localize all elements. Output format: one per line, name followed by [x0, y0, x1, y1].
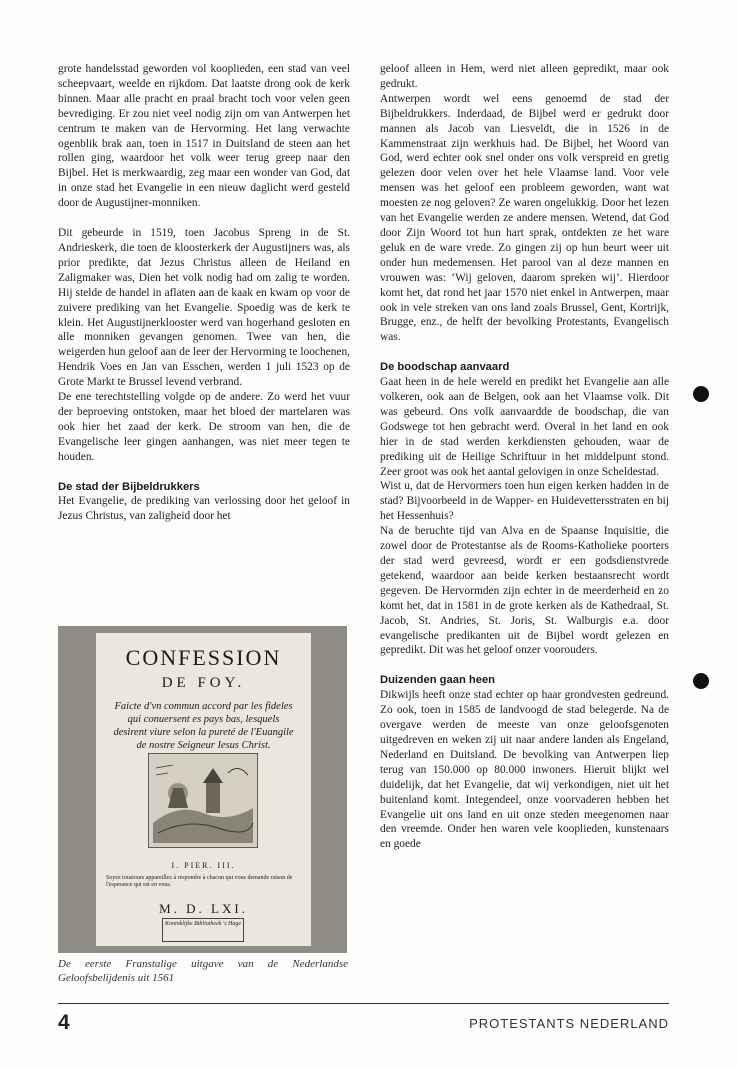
- woodcut-illustration: [148, 753, 258, 848]
- section-heading: De boodschap aanvaard: [380, 361, 510, 374]
- section-heading: Duizenden gaan heen: [380, 674, 495, 687]
- binder-hole: [693, 386, 709, 402]
- body-paragraph: grote handelsstad geworden vol kooplieden, een stad van veel scheepvaart, weelde en rijkdom. Dat laatste drong ook de kerk binnen. Maar alle pracht en praal bracht toch voor velen geen bevrediging. Er zou niet veel nodig zijn om van Antwerpen het centrum te maken van de Hervorming. Het lang verwachte ogenblik brak aan, toen in 1517 in Duitsland de steen aan het rollen ging, waardoor het volk weer terug greep naar den Bijbel. Het is merkwaardig, zeg maar een wonder van God, dat in onze stad het Evangelie in een nieuw daglicht werd gesteld door de Augustijner-monniken.: [58, 63, 350, 210]
- figure-subtitle: DE FOY.: [161, 675, 246, 691]
- body-paragraph: Dikwijls heeft onze stad echter op haar grondvesten gedreund. Zo ook, toen in 1585 de landvoogd de stad belegerde. Na de overgave werden de meeste van onze geloofsgenoten uitgedreven en weken zij uit naar andere landen als Engeland, Nederland en Duitsland. De bevolking van Antwerpen liep terug van 150.000 op 80.000 inwoners. Hieruit blijkt wel duidelijk, dat het Evangelie, dat wij verkondigen, niet uit het buitenland komt. Integendeel, onze voorvaderen hebben het Evangelie uit ons land en uit onze steden meegenomen naar den vreemde. Onder hen waren vele kooplieden, kunstenaars en goede: [380, 689, 669, 851]
- footer-rule: [58, 1003, 669, 1004]
- publication-title: PROTESTANTS NEDERLAND: [469, 1016, 669, 1031]
- library-stamp: Koninklijke Bibliotheek 's Hage: [162, 918, 244, 942]
- section-heading: De stad der Bijbeldrukkers: [58, 480, 200, 493]
- figure-title: CONFESSION: [125, 645, 282, 670]
- binder-hole: [693, 673, 709, 689]
- body-paragraph: Antwerpen wordt wel eens genoemd de stad der Bijbeldrukkers. Inderdaad, de Bijbel werd er gedrukt door mannen als Jacob van Liesveldt, die in 1526 in de Kammenstraat zijn werkhuis had. De Bijbel, het Woord van God, werd echter ook snel onder ons volk verspreid en gretig gelezen door velen over het hele Vlaamse land. Voor vele mensen was het geloof een probleem geworden, want wat moesten ze nog geloven? Ze waren ongelukkig. Door het lezen van het Evangelie werden ze andere mensen. Wetend, dat God door Zijn Woord tot hun hart sprak, ontdekten ze het ware geluk en de ware vrede. Zo gingen zij op hun beurt weer uit onder hun medemensen. Het parool van al deze mannen en vrouwen was: ‘Wij geloven, daarom spreken wij’. Hierdoor komt het, dat rond het jaar 1570 niet enkel in Antwerpen, maar ook in vele streken van ons land zoals Brussel, Gent, Kortrijk, Brugge, enz., de helft der bevolking Protestants, Evangelisch was.: [380, 92, 669, 344]
- body-paragraph: Na de beruchte tijd van Alva en de Spaanse Inquisitie, die zowel door de Protestantse als de Rooms-Katholieke poorters der stad werd gevreesd, wordt er een godsdienstvrede getekend, waardoor aan beide kerken bestaansrecht wordt gegeven. De Hervormden zijn echter in de meerderheid en zo komt het, dat in 1581 in de grote kerken als de Kathedraal, St. Jacob, St. Andries, St. Joris, St. Walburgis e.a. door evangelische predikanten uit de Bijbel wordt gelezen en gepredikt. Dit was het geloof onzer voorouders.: [380, 525, 669, 657]
- body-paragraph: De ene terechtstelling volgde op de andere. Zo werd het vuur der beproeving ontstoken, maar het bloed der martelaren was ook hier het zaad der kerk. De stroom van hen, die de Evangelische leer gingen aanhangen, was niet meer tegen te houden.: [58, 391, 350, 463]
- publication-year: M. D. LXI.: [159, 901, 248, 916]
- figure-caption: De eerste Franstalige uitgave van de Nederlandse Geloofsbelijdenis uit 1561: [58, 958, 348, 984]
- scripture-reference: I. PIER. III.: [171, 861, 236, 870]
- body-paragraph: geloof alleen in Hem, werd niet alleen gepredikt, maar ook gedrukt.: [380, 63, 669, 90]
- book-title-page-image: [58, 626, 347, 953]
- right-column: [380, 62, 669, 852]
- body-paragraph: Wist u, dat de Hervormers toen hun eigen kerken hadden in de stad? Bijvoorbeeld in de Wapper- en Huidevettersstraten en bij het Hessenhuis?: [380, 480, 669, 523]
- body-paragraph: Het Evangelie, de prediking van verlossing door het geloof in Jezus Christus, van zaligheid door het: [58, 495, 350, 523]
- page-number: 4: [58, 1011, 70, 1034]
- left-column: [58, 62, 350, 524]
- figure-italic-text: Faicte d'vn commun accord par les fideles qui conuersent es pays bas, lesquels desirent viure selon la pureté de l'Euangile de nostre Seigneur Iesus Christ.: [113, 701, 294, 751]
- body-paragraph: Dit gebeurde in 1519, toen Jacobus Spreng in de St. Andrieskerk, die toen de kloosterkerk der Augustijners was, als prior predikte, dat Jezus Christus alleen de Heiland en Zaligmaker was, Dien het volk nodig had om zalig te worden. Hij stelde de handel in aflaten aan de kaak en kwam op voor de zuivere prediking van het Evangelie. Spoedig was de kerk te klein. Het Augustijnerklooster werd van hogerhand gesloten en alle monniken gevangen genomen. Twee van hen, die weigerden hun geloof aan de leer der Hervorming te loochenen, Hendrik Voes en Jan van Esschen, werden 1 juli 1523 op de Grote Markt te Brussel levend verbrand.: [58, 227, 350, 389]
- title-page: [96, 633, 311, 946]
- body-paragraph: Gaat heen in de hele wereld en predikt het Evangelie aan alle volkeren, ook aan de Belgen, ook aan het Vlaamse volk. Dit was gebeurd. Ons volk aanvaardde de boodschap, die van Godswege tot hen gebracht werd. Overal in het land en ook hier in de stad werden kerkdiensten gehouden, waar de prediking uit de Heilige Schriftuur in het middelpunt stond. Zeer groot was ook het aantal gelovigen in onze Scheldestad.: [380, 376, 669, 478]
- scripture-text: Soyez tousiours appareillez à respondre à chacun qui vous demande raison de l'esperance qui est en vous.: [106, 875, 293, 888]
